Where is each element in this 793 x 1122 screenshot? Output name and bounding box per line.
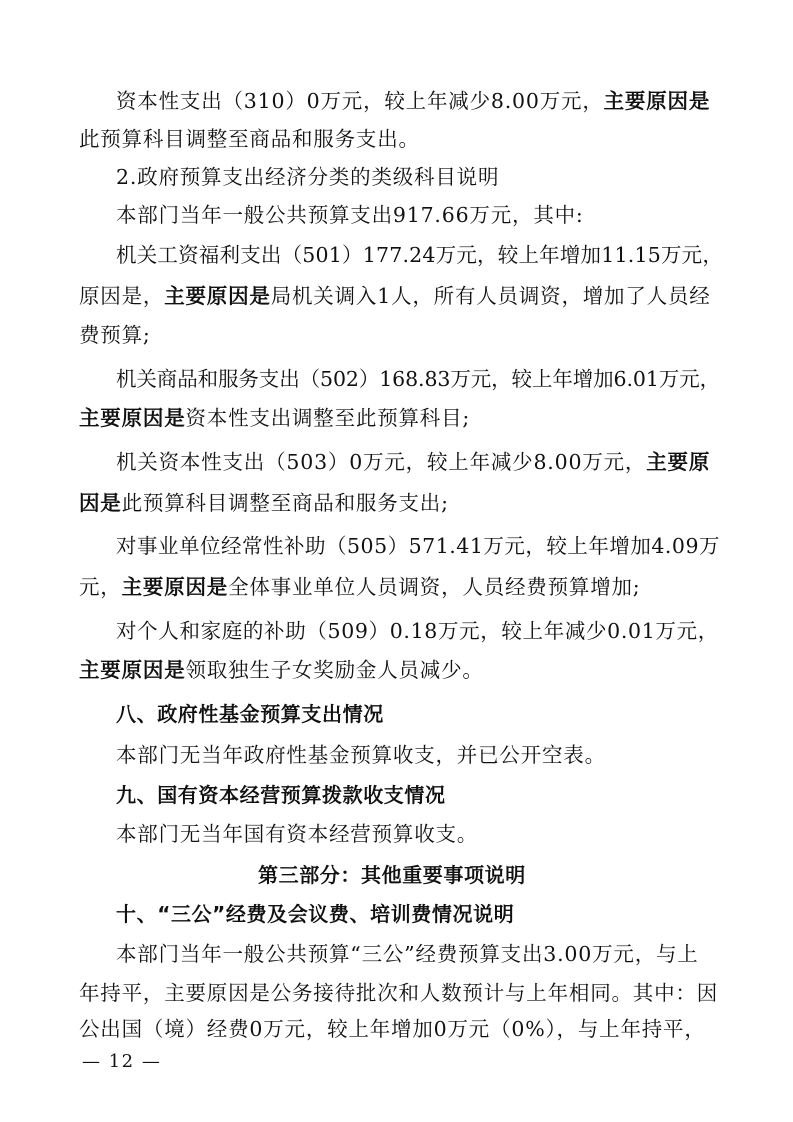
text-run: 局机关调入1人，所有人员调资，增加了人员经 xyxy=(270,284,711,308)
paragraph-line xyxy=(116,741,606,769)
bold-emphasis: 因是 xyxy=(79,491,122,515)
heading-text: 第三部分：其他重要事项说明 xyxy=(258,863,526,887)
bold-emphasis: 主要原因是 xyxy=(121,575,229,599)
bold-emphasis: 主要原因是 xyxy=(79,658,186,682)
text-run: 此预算科目调整至商品和服务支出; xyxy=(121,491,449,515)
paragraph-line xyxy=(79,489,449,517)
text-run: 年持平，主要原因是公务接待批次和人数预计与上年相同。其中：因 xyxy=(79,981,718,1005)
paragraph-line xyxy=(79,321,151,349)
text-run: 本部门当年一般公共预算支出917.66万元，其中: xyxy=(116,203,584,227)
text-run: 资本性支出调整至此预算科目; xyxy=(185,406,471,430)
paragraph-line xyxy=(79,1015,706,1043)
paragraph-line xyxy=(116,532,720,560)
text-run: 本部门无当年国有资本经营预算收支。 xyxy=(116,822,479,846)
paragraph-line xyxy=(79,404,470,432)
paragraph-line xyxy=(116,241,723,269)
heading-text: 九、国有资本经营预算拨款收支情况 xyxy=(116,783,446,807)
part-heading xyxy=(258,861,526,889)
text-run: 对个人和家庭的补助（509）0.18万元，较上年减少0.01万元， xyxy=(116,619,719,643)
bold-emphasis: 主要原因是 xyxy=(603,89,711,113)
text-run: 机关工资福利支出（501）177.24万元，较上年增加11.15万元， xyxy=(116,243,724,267)
section-heading-9 xyxy=(116,781,446,809)
text-run: 费预算; xyxy=(79,323,151,347)
text-run: 对事业单位经常性补助（505）571.41万元，较上年增加4.09万 xyxy=(116,534,721,558)
text-run: 领取独生子女奖励金人员减少。 xyxy=(185,658,484,682)
bold-emphasis: 主要原因是 xyxy=(79,406,186,430)
text-run: 原因是， xyxy=(79,284,165,308)
paragraph-line xyxy=(79,979,718,1007)
page-number: — 12 — xyxy=(82,1051,162,1072)
paragraph-line xyxy=(79,656,484,684)
text-run: 本部门无当年政府性基金预算收支，并已公开空表。 xyxy=(116,743,606,767)
paragraph-line xyxy=(116,617,719,645)
text-run: 机关资本性支出（503）0万元，较上年减少8.00万元， xyxy=(116,450,647,474)
text-run: 2.政府预算支出经济分类的类级科目说明 xyxy=(116,165,500,189)
bold-emphasis: 主要原因是 xyxy=(164,284,271,308)
section-heading-8 xyxy=(116,700,384,728)
bold-emphasis: 主要原 xyxy=(646,450,711,474)
paragraph-line xyxy=(79,282,711,310)
paragraph-line xyxy=(116,820,478,848)
section-heading-10 xyxy=(116,900,514,928)
heading-text: 十、“三公”经费及会议费、培训费情况说明 xyxy=(116,902,515,926)
text-run: 公出国（境）经费0万元，较上年增加0万元（0%），与上年持平， xyxy=(79,1017,706,1041)
text-run: 本部门当年一般公共预算“三公”经费预算支出3.00万元，与上 xyxy=(116,942,699,966)
subsection-title xyxy=(116,163,499,191)
text-run: 全体事业单位人员调资，人员经费预算增加; xyxy=(228,575,641,599)
paragraph-line xyxy=(116,940,699,968)
paragraph-line xyxy=(116,87,710,115)
paragraph-line xyxy=(116,448,710,476)
paragraph-line xyxy=(79,125,420,153)
text-run: 机关商品和服务支出（502）168.83万元，较上年增加6.01万元， xyxy=(116,367,721,391)
text-run: 元， xyxy=(79,575,122,599)
paragraph-line xyxy=(116,365,720,393)
text-run: 资本性支出（310）0万元，较上年减少8.00万元， xyxy=(116,89,604,113)
paragraph-line xyxy=(116,201,584,229)
text-run: 此预算科目调整至商品和服务支出。 xyxy=(79,127,420,151)
heading-text: 八、政府性基金预算支出情况 xyxy=(116,702,384,726)
paragraph-line xyxy=(79,573,641,601)
